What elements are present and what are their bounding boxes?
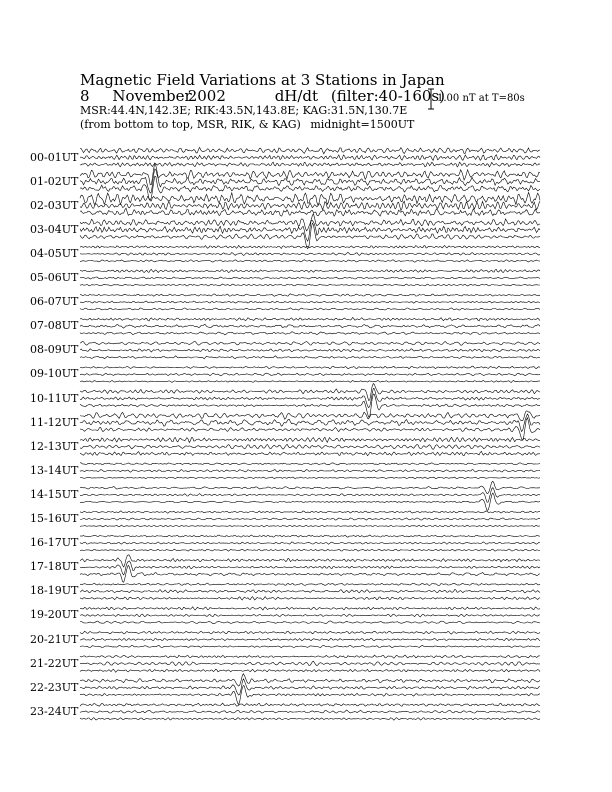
hour-label: 01-02UT (30, 174, 79, 188)
hour-label: 22-23UT (30, 680, 79, 694)
trace-msr-16-17ut (80, 549, 540, 551)
trace-msr-12-13ut (80, 451, 540, 455)
trace-rik-20-21ut (80, 638, 540, 641)
hour-label: 12-13UT (30, 439, 79, 453)
trace-rik-07-08ut (80, 325, 540, 329)
hour-label: 09-10UT (30, 367, 79, 381)
trace-msr-20-21ut (80, 645, 540, 647)
hour-label: 05-06UT (30, 271, 79, 284)
station-coordinates: MSR:44.4N,142.3E; RIK:43.5N,143.8E; KAG:31.5N,130.7E (80, 104, 408, 117)
trace-kag-18-19ut (80, 583, 540, 585)
trace-rik-05-06ut (80, 277, 540, 279)
trace-msr-13-14ut (80, 477, 540, 479)
hour-label: 19-20UT (30, 608, 79, 622)
order-note: (from bottom to top, MSR, RIK, & KAG) (80, 118, 301, 131)
quantity-label: dH/dt (274, 87, 319, 105)
trace-msr-21-22ut (80, 669, 540, 672)
trace-msr-11-12ut (80, 418, 540, 440)
hour-label: 11-12UT (30, 415, 79, 429)
date-year: 2002 (187, 87, 226, 105)
hour-label: 13-14UT (30, 463, 79, 477)
trace-rik-06-07ut (80, 301, 540, 303)
hour-label: 16-17UT (30, 536, 79, 550)
trace-rik-21-22ut (80, 661, 540, 665)
trace-msr-02-03ut (80, 208, 540, 216)
trace-rik-12-13ut (80, 444, 540, 449)
date-month: November (112, 87, 192, 105)
trace-kag-17-18ut (80, 555, 540, 567)
date-day: 8 (80, 87, 90, 105)
trace-kag-09-10ut (80, 366, 540, 369)
trace-rik-13-14ut (80, 470, 540, 473)
trace-msr-10-11ut (80, 394, 540, 417)
midnight-note: midnight=1500UT (310, 118, 415, 131)
trace-kag-01-02ut (80, 163, 540, 185)
hour-label: 17-18UT (30, 560, 79, 574)
trace-rik-00-01ut (80, 155, 540, 161)
trace-msr-07-08ut (80, 332, 540, 335)
trace-kag-22-23ut (80, 674, 540, 686)
trace-msr-06-07ut (80, 308, 540, 310)
hour-label: 02-03UT (30, 198, 79, 212)
trace-rik-04-05ut (80, 252, 540, 255)
trace-msr-08-09ut (80, 356, 540, 359)
trace-rik-19-20ut (80, 614, 540, 617)
trace-kag-13-14ut (80, 463, 540, 465)
trace-kag-06-07ut (80, 294, 540, 297)
trace-rik-14-15ut (80, 488, 540, 503)
hour-label: 10-11UT (30, 391, 79, 405)
trace-rik-23-24ut (80, 710, 540, 713)
trace-rik-18-19ut (80, 589, 540, 593)
trace-kag-14-15ut (80, 481, 540, 493)
trace-kag-05-06ut (80, 269, 540, 272)
trace-rik-02-03ut (80, 201, 540, 210)
hour-label: 08-09UT (30, 343, 79, 357)
trace-kag-16-17ut (80, 535, 540, 537)
scale-label: 1.00 nT at T=80s (437, 93, 525, 104)
hour-label: 00-01UT (30, 150, 79, 164)
trace-rik-09-10ut (80, 373, 540, 376)
trace-msr-18-19ut (80, 597, 540, 600)
trace-rik-17-18ut (80, 561, 540, 575)
hour-label: 07-08UT (30, 319, 79, 333)
trace-kag-07-08ut (80, 318, 540, 322)
filter-label: (filter:40-160s) (330, 87, 445, 105)
trace-rik-16-17ut (80, 542, 540, 544)
trace-kag-15-16ut (80, 511, 540, 513)
hour-label: 15-16UT (30, 512, 79, 525)
hour-label: 04-05UT (30, 246, 79, 260)
trace-kag-00-01ut (80, 147, 540, 153)
trace-kag-23-24ut (80, 703, 540, 706)
chart-title: Magnetic Field Variations at 3 Stations in Japan (80, 71, 445, 89)
hour-label: 23-24UT (30, 704, 79, 718)
trace-kag-20-21ut (80, 631, 540, 634)
hour-label: 03-04UT (30, 222, 79, 236)
trace-kag-11-12ut (80, 411, 540, 421)
trace-rik-22-23ut (80, 679, 540, 695)
trace-msr-05-06ut (80, 284, 540, 286)
hour-label: 20-21UT (30, 632, 79, 646)
trace-kag-19-20ut (80, 607, 540, 610)
trace-kag-08-09ut (80, 341, 540, 345)
trace-msr-00-01ut (80, 162, 540, 167)
trace-kag-21-22ut (80, 655, 540, 658)
hour-label: 06-07UT (30, 295, 79, 309)
trace-rik-15-16ut (80, 518, 540, 520)
trace-kag-04-05ut (80, 245, 540, 248)
hour-label: 21-22UT (30, 656, 79, 670)
trace-msr-15-16ut (80, 525, 540, 527)
trace-msr-23-24ut (80, 718, 540, 721)
trace-kag-12-13ut (80, 437, 540, 442)
trace-msr-04-05ut (80, 260, 540, 263)
trace-rik-08-09ut (80, 349, 540, 352)
trace-msr-19-20ut (80, 621, 540, 624)
hour-label: 18-19UT (30, 584, 79, 598)
hour-label: 14-15UT (30, 487, 79, 501)
trace-msr-09-10ut (80, 381, 540, 383)
